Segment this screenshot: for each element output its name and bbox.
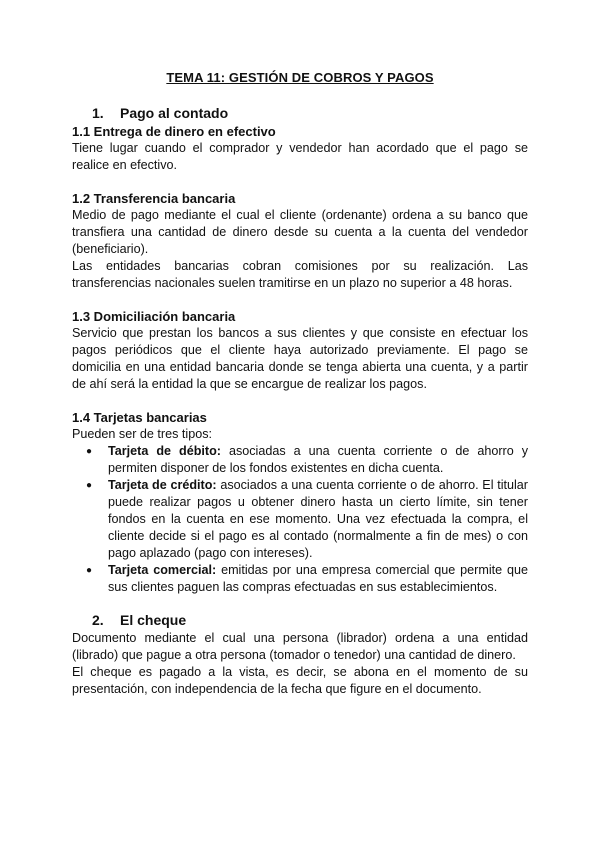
- section-2-text-2: El cheque es pagado a la vista, es decir, se abona en el momento de su presentación, con independencia de la fecha que figure en el documento.: [72, 665, 528, 696]
- bullet-icon: ●: [86, 565, 93, 576]
- page-title: TEMA 11: GESTIÓN DE COBROS Y PAGOS: [166, 70, 434, 85]
- subsection-1-2-text-1: Medio de pago mediante el cual el cliente (ordenante) ordena a su banco que transfiera una cantidad de dinero desde su cuenta a la cuenta del vendedor (beneficiario).: [72, 208, 528, 256]
- subsection-1-1-text: Tiene lugar cuando el comprador y vendedor han acordado que el pago se realice en efectivo.: [72, 141, 528, 172]
- bullet-icon: ●: [86, 480, 93, 491]
- list-item-text: asociadas a una cuenta corriente o de ahorro y permiten disponer de los fondos existentes en dicha cuenta.: [108, 444, 528, 475]
- list-item: [72, 477, 528, 562]
- list-item-term: Tarjeta de crédito:: [108, 478, 217, 492]
- section-2-heading: [72, 612, 528, 628]
- list-item-text: asociados a una cuenta corriente o de ahorro. El titular puede realizar pagos u obtener dinero hasta un cierto límite, sin tener fondos en la cuenta en ese momento. Una vez efectuada la compra, el cliente decide si el pago es al contado (normalmente a fin de mes) o con pago aplazado (pago con intereses).: [108, 478, 528, 560]
- section-2-number: 2.: [92, 612, 104, 628]
- section-2-title: El cheque: [120, 612, 187, 628]
- card-types-list: [72, 443, 528, 596]
- subsection-1-2-heading: 1.2 Transferencia bancaria: [72, 191, 236, 206]
- list-item: [72, 562, 528, 596]
- subsection-1-1-heading: 1.1 Entrega de dinero en efectivo: [72, 124, 276, 139]
- subsection-1-3-text: Servicio que prestan los bancos a sus clientes y que consiste en efectuar los pagos periódicos que el cliente haya autorizado previamente. El pago se domicilia en una entidad bancaria donde se tenga abierta una cuenta, y a partir de ahí será la entidad la que se encargue de realizar los pagos.: [72, 326, 528, 391]
- subsection-1-2-text-2: Las entidades bancarias cobran comisiones por su realización. Las transferencias nacionales suelen tramitirse en un plazo no superior a 48 horas.: [72, 259, 528, 290]
- bullet-icon: ●: [86, 446, 93, 457]
- list-item-text: emitidas por una empresa comercial que permite que sus clientes paguen las compras efectuadas en sus establecimientos.: [108, 563, 528, 594]
- subsection-1-4-heading: 1.4 Tarjetas bancarias: [72, 410, 207, 425]
- section-1-title: Pago al contado: [120, 105, 229, 121]
- section-1-number: 1.: [92, 105, 104, 121]
- list-item-term: Tarjeta de débito:: [108, 444, 221, 458]
- subsection-1-3-heading: 1.3 Domiciliación bancaria: [72, 309, 236, 324]
- section-2-text-1: Documento mediante el cual una persona (librador) ordena a una entidad (librado) que pague a otra persona (tomador o tenedor) una cantidad de dinero.: [72, 631, 528, 662]
- list-item: [72, 443, 528, 477]
- section-1-heading: [72, 105, 528, 121]
- list-item-term: Tarjeta comercial:: [108, 563, 217, 577]
- subsection-1-4-intro: Pueden ser de tres tipos:: [72, 427, 213, 441]
